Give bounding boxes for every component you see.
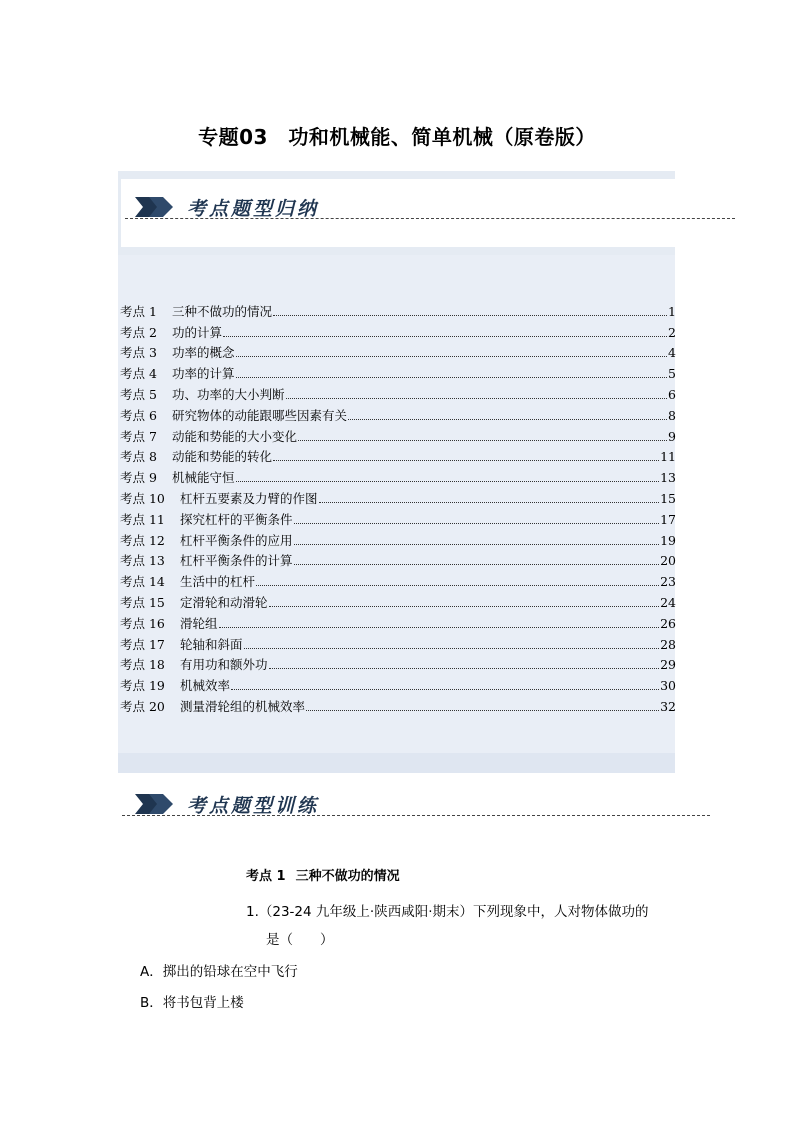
- toc-item-label: 生活中的杠杆: [180, 574, 256, 590]
- toc-item[interactable]: [120, 673, 676, 694]
- toc-item-num: 考点 6: [120, 407, 157, 423]
- toc-item-page: 11: [660, 449, 676, 465]
- toc-item[interactable]: [120, 424, 676, 445]
- toc-item-num: 考点 11: [120, 511, 165, 527]
- toc-item-num: 考点 18: [120, 657, 165, 673]
- toc-item[interactable]: [120, 632, 676, 653]
- toc-item-label: 功、功率的大小判断: [172, 386, 285, 402]
- toc-item-leader: [223, 335, 667, 337]
- toc-item-num: 考点 2: [120, 324, 157, 340]
- toc-item-num: 考点 12: [120, 532, 165, 548]
- toc-item-page: 1: [668, 303, 676, 319]
- toc-heading-label: 考点题型归纳: [187, 197, 320, 220]
- toc-item[interactable]: [120, 403, 676, 424]
- toc-item-num: 考点 10: [120, 490, 165, 506]
- toc-list: [120, 299, 676, 715]
- toc-item-label: 功的计算: [172, 324, 223, 340]
- toc-item-page: 4: [668, 345, 676, 361]
- toc-item-num: 考点 7: [120, 428, 157, 444]
- toc-item-leader: [319, 501, 660, 503]
- toc-item-page: 23: [660, 574, 676, 590]
- toc-item-num: 考点 3: [120, 345, 157, 361]
- toc-item-leader: [298, 439, 667, 441]
- toc-item-leader: [286, 397, 668, 399]
- toc-item-page: 17: [660, 511, 676, 527]
- toc-heading-divider: [125, 218, 735, 219]
- toc-item[interactable]: [120, 590, 676, 611]
- toc-item-leader: [294, 563, 660, 565]
- section-num: 考点 1: [246, 869, 286, 884]
- toc-item-page: 13: [660, 470, 676, 486]
- toc-item[interactable]: [120, 382, 676, 403]
- toc-item[interactable]: [120, 465, 676, 486]
- question-line-1: 1.（23-24 九年级上·陕西咸阳·期末）下列现象中，人对物体做功的: [246, 904, 649, 920]
- toc-item-label: 三种不做功的情况: [172, 303, 273, 319]
- toc-item-label: 研究物体的动能跟哪些因素有关: [172, 407, 348, 423]
- toc-item[interactable]: [120, 320, 676, 341]
- toc-item[interactable]: [120, 507, 676, 528]
- toc-item[interactable]: [120, 611, 676, 632]
- toc-item-num: 考点 19: [120, 678, 165, 694]
- toc-item-label: 滑轮组: [180, 615, 218, 631]
- toc-item[interactable]: [120, 361, 676, 382]
- toc-item-leader: [273, 314, 667, 316]
- toc-item-num: 考点 20: [120, 698, 165, 714]
- toc-item-label: 有用功和额外功: [180, 657, 268, 673]
- toc-item-num: 考点 13: [120, 553, 165, 569]
- page-title: 专题03 功和机械能、简单机械（原卷版）: [198, 125, 596, 149]
- toc-item-label: 动能和势能的大小变化: [172, 428, 298, 444]
- toc-item-label: 定滑轮和动滑轮: [180, 594, 268, 610]
- section-title: [246, 865, 400, 884]
- toc-item-num: 考点 5: [120, 386, 157, 402]
- section-label: 三种不做功的情况: [295, 869, 400, 884]
- toc-item[interactable]: [120, 299, 676, 320]
- toc-item[interactable]: [120, 445, 676, 466]
- toc-item-leader: [236, 376, 668, 378]
- toc-item-leader: [219, 626, 660, 628]
- toc-item-page: 8: [668, 407, 676, 423]
- training-heading-divider: [122, 815, 710, 816]
- toc-box-strip: [118, 753, 675, 773]
- toc-item-num: 考点 14: [120, 574, 165, 590]
- toc-item[interactable]: [120, 486, 676, 507]
- toc-item[interactable]: [120, 653, 676, 674]
- toc-item-leader: [256, 584, 659, 586]
- toc-item-page: 6: [668, 386, 676, 402]
- toc-item-num: 考点 17: [120, 636, 165, 652]
- toc-item-label: 功率的概念: [172, 345, 235, 361]
- toc-item-leader: [231, 688, 659, 690]
- toc-item-leader: [348, 418, 667, 420]
- toc-item-label: 杠杆五要素及力臂的作图: [180, 490, 318, 506]
- toc-item-page: 9: [668, 428, 676, 444]
- toc-band-top: [118, 171, 675, 179]
- toc-item-num: 考点 9: [120, 470, 157, 486]
- toc-item-leader: [306, 709, 659, 711]
- arrow-icon: [135, 791, 175, 817]
- toc-item-page: 32: [660, 698, 676, 714]
- toc-item-page: 5: [668, 366, 676, 382]
- toc-item-num: 考点 16: [120, 615, 165, 631]
- toc-item-label: 机械效率: [180, 678, 231, 694]
- toc-item-label: 动能和势能的转化: [172, 449, 273, 465]
- toc-item-num: 考点 15: [120, 594, 165, 610]
- toc-item-page: 30: [660, 678, 676, 694]
- arrow-icon: [135, 194, 175, 220]
- toc-item-page: 2: [668, 324, 676, 340]
- toc-item-label: 轮轴和斜面: [180, 636, 243, 652]
- toc-item-leader: [294, 522, 660, 524]
- toc-item-label: 机械能守恒: [172, 470, 235, 486]
- toc-item-label: 测量滑轮组的机械效率: [180, 698, 306, 714]
- toc-item-leader: [236, 480, 660, 482]
- toc-item-label: 杠杆平衡条件的应用: [180, 532, 293, 548]
- training-heading-label: 考点题型训练: [187, 794, 320, 817]
- question-line-2: 是（ ）: [266, 932, 334, 948]
- toc-item-page: 19: [660, 532, 676, 548]
- toc-band-bottom: [118, 247, 675, 255]
- toc-item-label: 杠杆平衡条件的计算: [180, 553, 293, 569]
- toc-item-num: 考点 4: [120, 366, 157, 382]
- toc-item-leader: [273, 459, 659, 461]
- toc-item-leader: [244, 647, 660, 649]
- toc-item-page: 20: [660, 553, 676, 569]
- toc-item-page: 28: [660, 636, 676, 652]
- toc-item-label: 功率的计算: [172, 366, 235, 382]
- toc-item-leader: [269, 667, 660, 669]
- toc-item[interactable]: [120, 549, 676, 570]
- toc-item[interactable]: [120, 341, 676, 362]
- toc-item[interactable]: [120, 528, 676, 549]
- toc-item-page: 15: [660, 490, 676, 506]
- toc-item-page: 24: [660, 594, 676, 610]
- toc-item-page: 26: [660, 615, 676, 631]
- toc-item-num: 考点 8: [120, 449, 157, 465]
- option-b: B．将书包背上楼: [140, 995, 244, 1011]
- option-a: A．掷出的铅球在空中飞行: [140, 964, 298, 980]
- toc-item-num: 考点 1: [120, 303, 157, 319]
- toc-item-leader: [269, 605, 660, 607]
- toc-item[interactable]: [120, 569, 676, 590]
- toc-item-page: 29: [660, 657, 676, 673]
- toc-item[interactable]: [120, 694, 676, 715]
- toc-item-leader: [294, 543, 660, 545]
- toc-item-label: 探究杠杆的平衡条件: [180, 511, 293, 527]
- toc-item-leader: [236, 355, 668, 357]
